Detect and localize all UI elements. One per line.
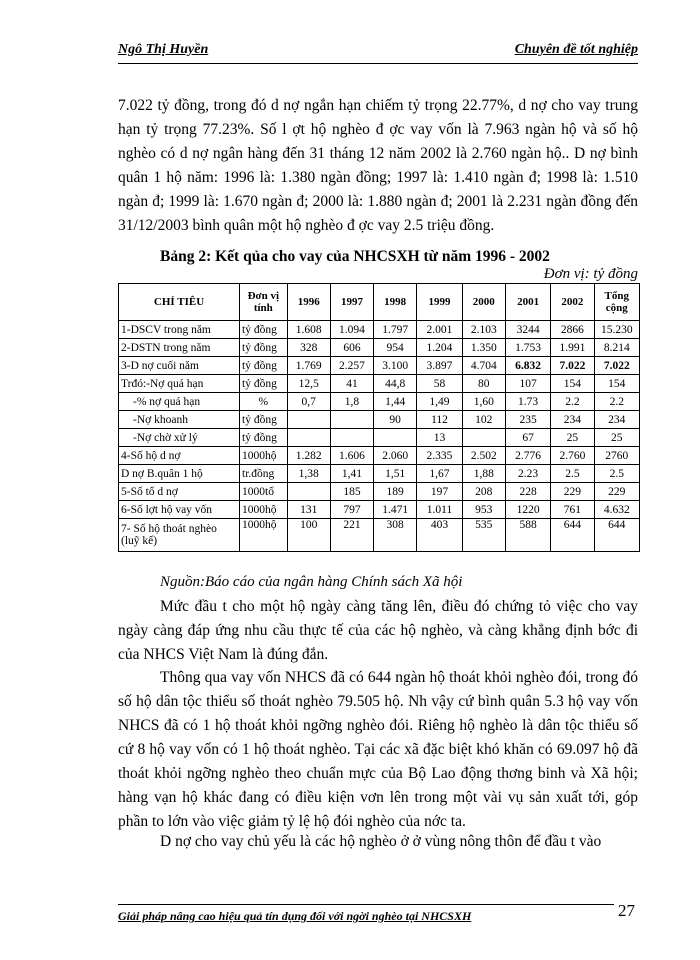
header-cell: Đơn vị tính — [240, 284, 288, 321]
table-cell: 41 — [330, 375, 373, 393]
header-cell: Tổng cộng — [594, 284, 639, 321]
table-header-row — [119, 284, 640, 321]
table-cell: 1.991 — [551, 339, 594, 357]
table-row — [119, 357, 640, 375]
table-cell: 2.103 — [462, 321, 505, 339]
table-cell: 197 — [417, 483, 462, 501]
row-unit: tỷ đồng — [240, 429, 288, 447]
row-unit: 1000hộ — [240, 447, 288, 465]
table-cell: 1.797 — [374, 321, 417, 339]
table-cell: 7.022 — [594, 357, 639, 375]
table-cell: 0,7 — [287, 393, 330, 411]
table-cell: 13 — [417, 429, 462, 447]
table-cell: 107 — [505, 375, 550, 393]
table-cell: 1,51 — [374, 465, 417, 483]
row-label: 7- Số hộ thoát nghèo (luỹ kế) — [119, 519, 240, 552]
table-cell: 2.5 — [551, 465, 594, 483]
table-cell: 25 — [594, 429, 639, 447]
table-cell: 308 — [374, 519, 417, 552]
header-cell: 1999 — [417, 284, 462, 321]
table-cell: 1.753 — [505, 339, 550, 357]
table-cell: 7.022 — [551, 357, 594, 375]
table-unit: Đơn vị: tỷ đồng — [543, 266, 638, 282]
table-cell: 644 — [594, 519, 639, 552]
table-cell: 102 — [462, 411, 505, 429]
body-paragraph-3: D nợ cho vay chủ yếu là các hộ nghèo ở ở vùng nông thôn để đầu t vào — [160, 833, 602, 850]
table-cell: 2.502 — [462, 447, 505, 465]
table-cell: 67 — [505, 429, 550, 447]
table-row — [119, 447, 640, 465]
table-cell: 154 — [551, 375, 594, 393]
table-cell: 185 — [330, 483, 373, 501]
table-cell: 228 — [505, 483, 550, 501]
table-cell: 6.832 — [505, 357, 550, 375]
table-cell: 1.350 — [462, 339, 505, 357]
table-cell: 131 — [287, 501, 330, 519]
row-unit: % — [240, 393, 288, 411]
header-author: Ngô Thị Huyền — [118, 42, 209, 57]
table-cell: 189 — [374, 483, 417, 501]
table-row — [119, 483, 640, 501]
table-cell: 761 — [551, 501, 594, 519]
loan-results-table — [118, 283, 640, 552]
table-cell: 797 — [330, 501, 373, 519]
footer-title: Giải pháp nâng cao hiệu quả tín dụng đối với ngời nghèo tại NHCSXH — [118, 909, 472, 923]
table-cell: 4.704 — [462, 357, 505, 375]
table-cell: 1,88 — [462, 465, 505, 483]
table-cell: 221 — [330, 519, 373, 552]
table-cell: 90 — [374, 411, 417, 429]
page-number: 27 — [618, 901, 635, 920]
table-cell: 1.204 — [417, 339, 462, 357]
table-caption: Bảng 2: Kết qủa cho vay của NHCSXH từ năm 1996 - 2002 — [160, 248, 550, 265]
body-paragraph-2: Thông qua vay vốn NHCS đã có 644 ngàn hộ thoát khỏi nghèo đói, trong đó số hộ dân tộc thiểu số thoát nghèo 79.505 hộ. Nh vậy cứ bình quân 5.3 hộ vay vốn NHCS đã có 1 hộ thoát khỏi ngỡng nghèo đói. Riêng hộ nghèo là dân tộc thiểu số cứ 8 hộ vay vốn có 1 hộ thoát nghèo. Tại các xã đặc biệt khó khăn có 69.097 hộ đã thoát khỏi ngỡng nghèo theo chuẩn mực của Bộ Lao động thơng binh và Xã hội; hàng vạn hộ khác đang có điều kiện vơn lên trong một vài vụ sản xuất tới, góp phần to lớn vào việc giảm tỷ lệ hộ đói nghèo của nớc ta. — [118, 669, 638, 830]
table-row — [119, 375, 640, 393]
table-row — [119, 501, 640, 519]
row-label: Trđó:-Nợ quá hạn — [119, 375, 240, 393]
footer-divider — [118, 904, 614, 905]
table-cell: 3.100 — [374, 357, 417, 375]
table-cell: 229 — [551, 483, 594, 501]
header-title: Chuyên đề tốt nghiệp — [514, 42, 638, 57]
table-cell: 80 — [462, 375, 505, 393]
table-row — [119, 411, 640, 429]
table-row — [119, 339, 640, 357]
row-unit: 1000tổ — [240, 483, 288, 501]
table-cell: 235 — [505, 411, 550, 429]
table-cell: 403 — [417, 519, 462, 552]
table-cell: 1,38 — [287, 465, 330, 483]
row-label: D nợ B.quân 1 hộ — [119, 465, 240, 483]
table-cell: 1.011 — [417, 501, 462, 519]
row-label: 4-Số hộ d nợ — [119, 447, 240, 465]
header-cell: 1998 — [374, 284, 417, 321]
table-cell: 2760 — [594, 447, 639, 465]
table-cell: 44,8 — [374, 375, 417, 393]
table-cell: 1,8 — [330, 393, 373, 411]
table-row — [119, 321, 640, 339]
row-label: 1-DSCV trong năm — [119, 321, 240, 339]
header-cell: 1997 — [330, 284, 373, 321]
table-cell: 25 — [551, 429, 594, 447]
table-cell: 2.776 — [505, 447, 550, 465]
table-cell: 229 — [594, 483, 639, 501]
row-label: 5-Số tổ d nợ — [119, 483, 240, 501]
table-cell: 1.608 — [287, 321, 330, 339]
table-cell: 154 — [594, 375, 639, 393]
table-cell: 1,60 — [462, 393, 505, 411]
table-cell: 2.23 — [505, 465, 550, 483]
table-cell: 2.5 — [594, 465, 639, 483]
header-divider — [118, 63, 638, 64]
table-cell: 208 — [462, 483, 505, 501]
table-cell: 234 — [551, 411, 594, 429]
table-cell: 644 — [551, 519, 594, 552]
table-cell: 1,49 — [417, 393, 462, 411]
table-row — [119, 465, 640, 483]
table-cell: 1,41 — [330, 465, 373, 483]
header-cell: 1996 — [287, 284, 330, 321]
table-cell — [287, 483, 330, 501]
table-cell: 2.2 — [594, 393, 639, 411]
table-cell: 2.2 — [551, 393, 594, 411]
table-cell: 3.897 — [417, 357, 462, 375]
header-cell: CHỈ TIÊU — [119, 284, 240, 321]
table-cell: 8.214 — [594, 339, 639, 357]
table-cell: 1.471 — [374, 501, 417, 519]
table-cell: 15.230 — [594, 321, 639, 339]
row-unit: tỷ đồng — [240, 321, 288, 339]
row-label: -% nợ quá hạn — [119, 393, 240, 411]
header-cell: 2002 — [551, 284, 594, 321]
table-cell: 535 — [462, 519, 505, 552]
row-label: 3-D nợ cuối năm — [119, 357, 240, 375]
table-row — [119, 519, 640, 552]
table-cell: 1,44 — [374, 393, 417, 411]
table-cell: 1,67 — [417, 465, 462, 483]
table-cell: 112 — [417, 411, 462, 429]
header-cell: 2000 — [462, 284, 505, 321]
table-cell — [287, 429, 330, 447]
body-paragraph-1: Mức đầu t cho một hộ ngày càng tăng lên, điều đó chứng tỏ việc cho vay ngày càng đáp ứng nhu cầu thực tế của các hộ nghèo, và càng khẳng định bớc đi của NHCS Việt Nam là đúng đắn. — [118, 598, 638, 663]
row-unit: 1000hộ — [240, 501, 288, 519]
table-cell: 1.606 — [330, 447, 373, 465]
table-cell: 328 — [287, 339, 330, 357]
row-unit: tỷ đồng — [240, 357, 288, 375]
table-cell: 100 — [287, 519, 330, 552]
table-cell — [462, 429, 505, 447]
table-cell: 4.632 — [594, 501, 639, 519]
row-label: -Nợ khoanh — [119, 411, 240, 429]
table-cell: 3244 — [505, 321, 550, 339]
table-row — [119, 393, 640, 411]
intro-paragraph: 7.022 tỷ đồng, trong đó d nợ ngắn hạn chiếm tỷ trọng 22.77%, d nợ cho vay trung hạn tỷ trọng 77.23%. Số l ợt hộ nghèo đ ợc vay vốn là 7.963 ngàn hộ và số hộ nghèo có d nợ ngân hàng đến 31 tháng 12 năm 2002 là 2.760 ngàn hộ.. D nợ bình quân 1 hộ năm: 1996 là: 1.380 ngàn đồng; 1997 là: 1.410 ngàn đ; 1998 là: 1.510 ngàn đ; 1999 là: 1.670 ngàn đ; 2000 là: 1.880 ngàn đ; 2001 là 2.231 ngàn đồng đến 31/12/2003 bình quân một hộ nghèo đ ợc vay 2.5 triệu đồng. — [118, 97, 638, 234]
table-cell: 2.335 — [417, 447, 462, 465]
row-unit: tỷ đồng — [240, 411, 288, 429]
table-cell: 1220 — [505, 501, 550, 519]
table-cell: 953 — [462, 501, 505, 519]
table-cell: 1.73 — [505, 393, 550, 411]
row-label: 2-DSTN trong năm — [119, 339, 240, 357]
row-unit: tỷ đồng — [240, 339, 288, 357]
table-cell: 1.769 — [287, 357, 330, 375]
row-unit: tr.đồng — [240, 465, 288, 483]
row-unit: 1000hộ — [240, 519, 288, 552]
table-cell — [330, 429, 373, 447]
table-cell: 606 — [330, 339, 373, 357]
table-cell: 954 — [374, 339, 417, 357]
table-cell: 2866 — [551, 321, 594, 339]
table-cell: 1.094 — [330, 321, 373, 339]
row-label: 6-Số lợt hộ vay vốn — [119, 501, 240, 519]
table-cell: 1.282 — [287, 447, 330, 465]
page-header — [118, 42, 638, 64]
table-cell: 2.257 — [330, 357, 373, 375]
table-row — [119, 429, 640, 447]
table-cell: 2.760 — [551, 447, 594, 465]
table-cell: 234 — [594, 411, 639, 429]
table-cell — [330, 411, 373, 429]
table-cell: 2.060 — [374, 447, 417, 465]
table-cell: 588 — [505, 519, 550, 552]
table-cell — [374, 429, 417, 447]
table-cell: 12,5 — [287, 375, 330, 393]
table-cell: 58 — [417, 375, 462, 393]
table-cell: 2.001 — [417, 321, 462, 339]
table-source: Nguồn:Báo cáo của ngân hàng Chính sách Xã hội — [160, 574, 463, 590]
row-label: -Nợ chờ xử lý — [119, 429, 240, 447]
table-cell — [287, 411, 330, 429]
row-unit: tỷ đồng — [240, 375, 288, 393]
header-cell: 2001 — [505, 284, 550, 321]
